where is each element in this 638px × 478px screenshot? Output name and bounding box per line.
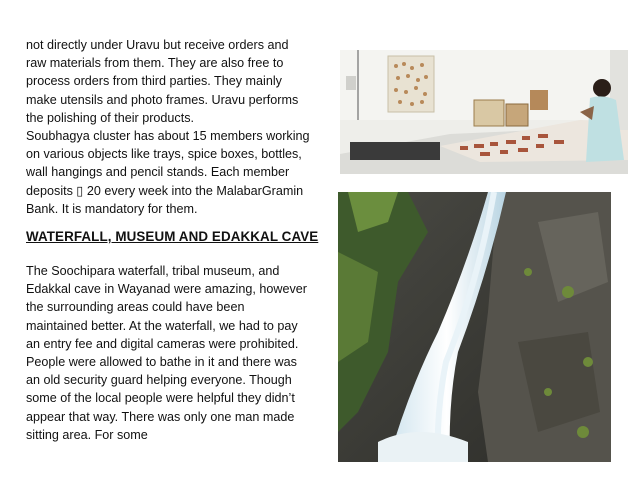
text-line: sitting area. For some xyxy=(26,427,148,442)
text-line: process orders from third parties. They mainly xyxy=(26,74,282,89)
body-paragraph-2 xyxy=(26,262,326,444)
text-line: the polishing of their products. xyxy=(26,110,195,125)
text-line: maintained better. At the waterfall, we had to pay xyxy=(26,318,298,333)
text-line: an old security guard helping everyone. Though xyxy=(26,373,292,388)
text-line: some of the local people were helpful they didn’t xyxy=(26,391,295,406)
body-paragraph-1 xyxy=(26,36,326,218)
text-line: wall hangings and pencil stands. Each member xyxy=(26,165,290,180)
text-line: the surrounding areas could have been xyxy=(26,300,245,315)
text-line: on various objects like trays, spice boxes, bottles, xyxy=(26,147,302,162)
text-line: The Soochipara waterfall, tribal museum, and xyxy=(26,264,280,278)
text-line: make utensils and photo frames. Uravu performs xyxy=(26,92,299,107)
workshop-photo xyxy=(340,50,628,174)
text-line: Soubhagya cluster has about 15 members working xyxy=(26,129,310,144)
text-line: appear that way. There was only one man made xyxy=(26,409,295,424)
text-line: an entry fee and digital cameras were prohibited. xyxy=(26,336,299,351)
text-line: raw materials from them. They are also free to xyxy=(26,56,284,71)
text-line: Bank. It is mandatory for them. xyxy=(26,201,198,216)
text-line: Edakkal cave in Wayanad were amazing, however xyxy=(26,282,307,297)
section-heading: WATERFALL, MUSEUM AND EDAKKAL CAVE xyxy=(26,229,319,244)
text-line: not directly under Uravu but receive orders and xyxy=(26,38,289,52)
text-line: deposits ▯ 20 every week into the MalabarGramin xyxy=(26,183,304,198)
text-line: People were allowed to bathe in it and there was xyxy=(26,355,297,370)
waterfall-photo xyxy=(338,192,611,462)
